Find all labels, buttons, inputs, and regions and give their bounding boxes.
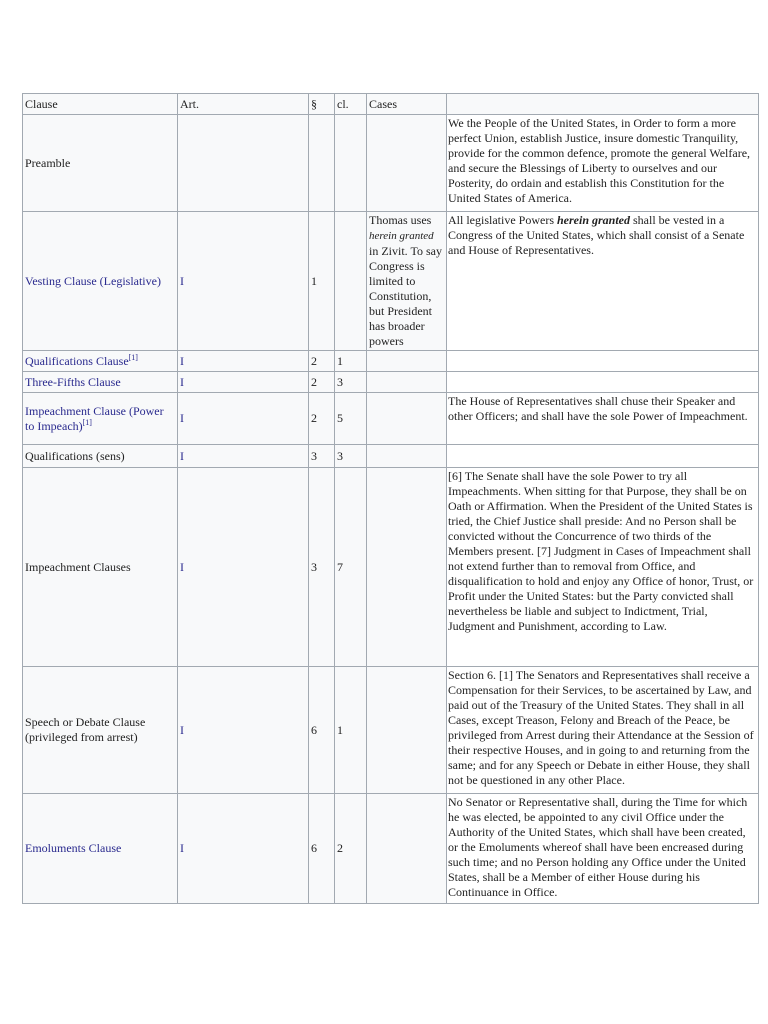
header-text bbox=[447, 94, 759, 115]
clause-number-cell: 3 bbox=[335, 445, 367, 468]
table-row bbox=[23, 372, 759, 393]
clause-number-cell bbox=[335, 212, 367, 351]
cases-text-rest: in Zivit. To say Congress is limited to Constitution, but President has broader powers bbox=[369, 244, 442, 348]
clause-text bbox=[447, 351, 759, 372]
clauses-table bbox=[22, 93, 759, 904]
header-cases: Cases bbox=[367, 94, 447, 115]
header-clause-number: cl. bbox=[335, 94, 367, 115]
clause-number-cell: 2 bbox=[335, 794, 367, 904]
section-cell: 1 bbox=[309, 212, 335, 351]
table-row bbox=[23, 794, 759, 904]
clause-number-cell: 1 bbox=[335, 667, 367, 794]
cases-cell bbox=[367, 372, 447, 393]
cases-text: Thomas uses bbox=[369, 213, 432, 227]
clause-cell bbox=[23, 351, 178, 372]
clause-name: Speech or Debate Clause (privileged from arrest) bbox=[23, 667, 178, 794]
table-row bbox=[23, 468, 759, 667]
cases-cell bbox=[367, 212, 447, 351]
clause-text: [6] The Senate shall have the sole Power to try all Impeachments. When sitting for that Purpose, they shall be on Oath or Affirmation. When the President of the United States is tried, the Chief Justice shall preside: And no Person shall be convicted without the Concurrence of two thirds of the Members present. [7] Judgment in Cases of Impeachment shall not extend further than to removal from Office, and disqualification to hold and enjoy any Office of honor, Trust, or Profit under the United States: but the Party convicted shall nevertheless be liable and subject to Indictment, Trial, Judgment and Punishment, according to Law. bbox=[447, 468, 759, 667]
cases-cell bbox=[367, 794, 447, 904]
clause-link[interactable]: Three-Fifths Clause bbox=[23, 372, 178, 393]
section-cell: 3 bbox=[309, 445, 335, 468]
clause-cell bbox=[23, 393, 178, 445]
section-cell bbox=[309, 115, 335, 212]
article-link[interactable]: I bbox=[178, 212, 309, 351]
header-art: Art. bbox=[178, 94, 309, 115]
article-link[interactable]: I bbox=[178, 667, 309, 794]
table-row bbox=[23, 393, 759, 445]
reference-link[interactable]: [1] bbox=[128, 352, 138, 362]
clause-text: Section 6. [1] The Senators and Representatives shall receive a Compensation for their Services, to be ascertained by Law, and paid out of the Treasury of the United States. They shall in all Cases, except Treason, Felony and Breach of the Peace, be privileged from Arrest during their Attendance at the Session of their respective Houses, and in going to and returning from the same; and for any Speech or Debate in either House, they shall not be questioned in any other Place. bbox=[447, 667, 759, 794]
clause-text-emphasis: herein granted bbox=[556, 213, 630, 227]
clause-text: No Senator or Representative shall, during the Time for which he was elected, be appointed to any civil Office under the Authority of the United States, which shall have been created, or the Emoluments whereof shall have been encreased during such time; and no Person holding any Office under the United States, shall be a Member of either House during his Continuance in Office. bbox=[447, 794, 759, 904]
clause-link[interactable]: Emoluments Clause bbox=[23, 794, 178, 904]
clause-text-rest: shall be vested in a Congress of the United States, which shall consist of a Senate and House of Representatives. bbox=[448, 213, 745, 257]
article-link[interactable]: I bbox=[178, 468, 309, 667]
clause-text bbox=[447, 212, 759, 351]
clause-link[interactable]: Impeachment Clause (Power to Impeach) bbox=[25, 403, 164, 433]
cases-cell bbox=[367, 351, 447, 372]
clause-text-start: All legislative Powers bbox=[448, 213, 557, 227]
clause-name: Qualifications (sens) bbox=[23, 445, 178, 468]
clause-link[interactable]: Vesting Clause (Legislative) bbox=[23, 212, 178, 351]
cases-cell bbox=[367, 468, 447, 667]
clause-text bbox=[447, 445, 759, 468]
cases-cell bbox=[367, 115, 447, 212]
clause-text bbox=[447, 372, 759, 393]
reference-link[interactable]: [1] bbox=[82, 417, 92, 427]
article-link[interactable]: I bbox=[178, 794, 309, 904]
cases-cell bbox=[367, 667, 447, 794]
clause-number-cell: 3 bbox=[335, 372, 367, 393]
header-clause: Clause bbox=[23, 94, 178, 115]
clause-name: Impeachment Clauses bbox=[23, 468, 178, 667]
article-cell bbox=[178, 115, 309, 212]
clause-number-cell bbox=[335, 115, 367, 212]
table-row bbox=[23, 667, 759, 794]
clause-name: Preamble bbox=[23, 115, 178, 212]
section-cell: 3 bbox=[309, 468, 335, 667]
section-cell: 2 bbox=[309, 372, 335, 393]
cases-emphasis: herein granted bbox=[369, 230, 434, 242]
article-link[interactable]: I bbox=[178, 351, 309, 372]
section-cell: 6 bbox=[309, 667, 335, 794]
table-header-row bbox=[23, 94, 759, 115]
cases-cell bbox=[367, 445, 447, 468]
clause-text: We the People of the United States, in Order to form a more perfect Union, establish Justice, insure domestic Tranquility, provide for the common defence, promote the general Welfare, and secure the Blessings of Liberty to ourselves and our Posterity, do ordain and establish this Constitution for the United States of America. bbox=[447, 115, 759, 212]
article-link[interactable]: I bbox=[178, 445, 309, 468]
table-row bbox=[23, 445, 759, 468]
section-cell: 2 bbox=[309, 351, 335, 372]
table-row bbox=[23, 115, 759, 212]
article-link[interactable]: I bbox=[178, 393, 309, 445]
section-cell: 2 bbox=[309, 393, 335, 445]
article-link[interactable]: I bbox=[178, 372, 309, 393]
clause-number-cell: 1 bbox=[335, 351, 367, 372]
header-section: § bbox=[309, 94, 335, 115]
clause-number-cell: 7 bbox=[335, 468, 367, 667]
clause-number-cell: 5 bbox=[335, 393, 367, 445]
table-row bbox=[23, 212, 759, 351]
clause-link[interactable]: Qualifications Clause bbox=[25, 353, 129, 368]
section-cell: 6 bbox=[309, 794, 335, 904]
clause-text: The House of Representatives shall chuse their Speaker and other Officers; and shall have the sole Power of Impeachment. bbox=[447, 393, 759, 445]
cases-cell bbox=[367, 393, 447, 445]
table-row bbox=[23, 351, 759, 372]
